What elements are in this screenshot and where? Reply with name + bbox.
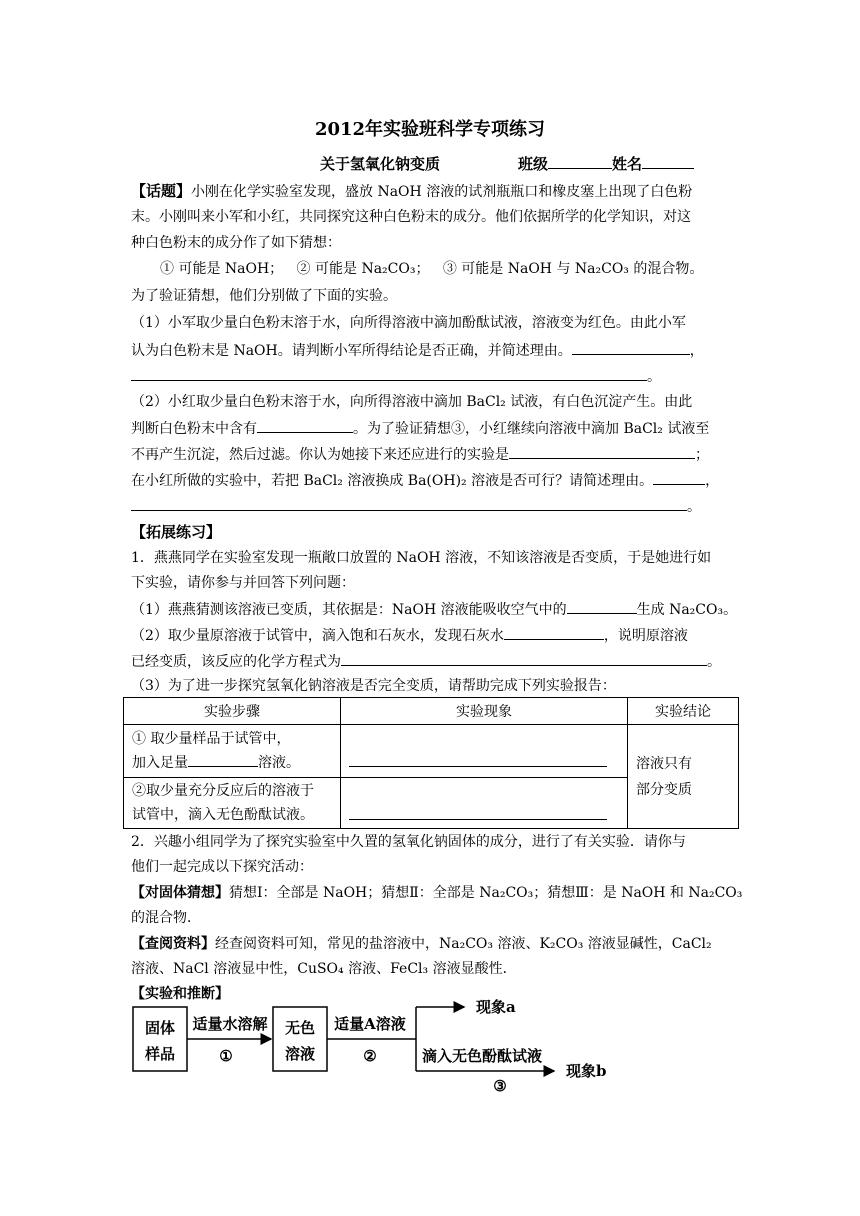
answer-blank[interactable] bbox=[131, 366, 647, 381]
question-2-line: 判断白色粉末中含有 。为了验证猜想③，小红继续向溶液中滴加 BaCl₂ 试液至 bbox=[131, 418, 709, 439]
header-conclusion: 实验结论 bbox=[628, 698, 739, 725]
header-steps: 实验步骤 bbox=[124, 698, 341, 725]
guess-line: 【对固体猜想】猜想Ⅰ：全部是 NaOH；猜想Ⅱ：全部是 Na₂CO₃；猜想Ⅲ：是 NaOH 和 Na₂CO₃ bbox=[131, 885, 743, 901]
step-1-cell: ① 取少量样品于试管中， 加入足量 溶液。 bbox=[124, 725, 341, 778]
box-2-text-bottom: 溶液 bbox=[284, 1045, 316, 1063]
answer-blank[interactable] bbox=[349, 752, 607, 767]
step-2-cell: ②取少量充分反应后的溶液于 试管中，滴入无色酚酞试液。 bbox=[124, 778, 341, 829]
extension-line: 1．燕燕同学在实验室发现一瓶敞口放置的 NaOH 溶液，不知该溶液是否变质，于是她进行如 bbox=[131, 550, 712, 566]
step-1-label: ① bbox=[219, 1047, 233, 1065]
problem-2-line: 他们一起完成以下探究活动： bbox=[131, 859, 313, 875]
extension-q3-line: （3）为了进一步探究氢氧化钠溶液是否完全变质，请帮助完成下列实验报告： bbox=[131, 678, 616, 694]
result-b: 现象b bbox=[566, 1062, 607, 1080]
answer-blank[interactable] bbox=[341, 651, 707, 666]
observation-1-cell bbox=[341, 725, 628, 778]
step-3-label: ③ bbox=[493, 1077, 507, 1095]
answer-blank[interactable] bbox=[567, 599, 637, 614]
question-2-line: 在小红所做的实验中，若把 BaCl₂ 溶液换成 Ba(OH)₂ 溶液是否可行？请简述理由。 ， bbox=[131, 470, 719, 491]
page-title: 2012年实验班科学专项练习 bbox=[314, 119, 546, 140]
answer-blank[interactable] bbox=[349, 805, 607, 820]
class-label: 班级 bbox=[518, 155, 549, 173]
question-2-line: （2）小红取少量白色粉末溶于水，向所得溶液中滴加 BaCl₂ 试液，有白色沉淀产生。由此 bbox=[131, 394, 693, 410]
answer-blank[interactable] bbox=[509, 444, 695, 459]
extension-q2-line: 已经变质，该反应的化学方程式为 。 bbox=[131, 651, 721, 672]
topic-tag: 【话题】 bbox=[131, 182, 192, 200]
table-header-row bbox=[124, 698, 739, 725]
subtitle bbox=[320, 153, 694, 174]
class-blank[interactable] bbox=[548, 154, 612, 169]
box-1-text-bottom: 样品 bbox=[144, 1045, 176, 1063]
guess-line: 的混合物． bbox=[131, 910, 201, 926]
experiment-flow-diagram bbox=[130, 993, 630, 1103]
arrow-1-label: 适量水溶解 bbox=[192, 1015, 268, 1033]
name-label: 姓名 bbox=[612, 155, 643, 173]
extension-q1-line: （1）燕燕猜测该溶液已变质，其依据是：NaOH 溶液能吸收空气中的 生成 Na₂CO₃。 bbox=[131, 599, 737, 620]
reference-line: 溶液、NaCl 溶液显中性，CuSO₄ 溶液、FeCl₃ 溶液显酸性． bbox=[131, 961, 517, 977]
guesses-line bbox=[160, 259, 703, 279]
topic-paragraph-line: 种白色粉末的成分作了如下猜想： bbox=[131, 235, 341, 251]
report-table bbox=[123, 697, 739, 829]
answer-blank[interactable] bbox=[504, 625, 604, 640]
answer-line: 。 bbox=[131, 366, 661, 387]
answer-blank[interactable] bbox=[257, 418, 353, 433]
question-2-line: 不再产生沉淀，然后过滤。你认为她接下来还应进行的实验是 ； bbox=[131, 444, 709, 465]
answer-blank[interactable] bbox=[131, 496, 687, 511]
experiment-heading: 【实验和推断】 bbox=[131, 986, 229, 1002]
arrow-3-label: 滴入无色酚酞试液 bbox=[421, 1047, 543, 1065]
result-a: 现象a bbox=[476, 998, 516, 1016]
question-1-line: 认为白色粉末是 NaOH。请判断小军所得结论是否正确，并简述理由。 ， bbox=[131, 340, 704, 361]
topic-paragraph-line: 末。小刚叫来小军和小红，共同探究这种白色粉末的成分。他们依据所学的化学知识，对这 bbox=[131, 209, 691, 225]
extension-line: 下实验，请你参与并回答下列问题： bbox=[131, 575, 355, 591]
box-1-text-top: 固体 bbox=[144, 1019, 176, 1037]
guess-1: ① 可能是 NaOH； bbox=[160, 261, 284, 277]
step-2-label: ② bbox=[363, 1047, 377, 1065]
extension-q2-line: （2）取少量原溶液于试管中，滴入饱和石灰水，发现石灰水 ，说明原溶液 bbox=[131, 625, 688, 646]
guess-2: ② 可能是 Na₂CO₃； bbox=[296, 261, 430, 277]
conclusion-cell: 溶液只有 部分变质 bbox=[628, 725, 739, 829]
answer-blank[interactable] bbox=[653, 470, 705, 485]
intro-line: 为了验证猜想，他们分别做了下面的实验。 bbox=[131, 288, 397, 304]
guess-3: ③ 可能是 NaOH 与 Na₂CO₃ 的混合物。 bbox=[442, 261, 704, 277]
topic-label: 关于氢氧化钠变质 bbox=[320, 155, 441, 173]
topic-paragraph-line: 【话题】小刚在化学实验室发现，盛放 NaOH 溶液的试剂瓶瓶口和橡皮塞上出现了白色粉 bbox=[131, 182, 693, 200]
reference-line: 【查阅资料】经查阅资料可知，常见的盐溶液中，Na₂CO₃ 溶液、K₂CO₃ 溶液显碱性，CaCl₂ bbox=[131, 936, 712, 952]
answer-blank[interactable] bbox=[188, 752, 258, 767]
name-blank[interactable] bbox=[642, 154, 694, 169]
box-2-text-top: 无色 bbox=[284, 1019, 316, 1037]
observation-2-cell bbox=[341, 778, 628, 829]
arrow-2-label: 适量A溶液 bbox=[334, 1015, 406, 1033]
answer-blank[interactable] bbox=[572, 340, 690, 355]
header-observation: 实验现象 bbox=[341, 698, 628, 725]
problem-2-line: 2．兴趣小组同学为了探究实验室中久置的氢氧化钠固体的成分，进行了有关实验．请你与 bbox=[131, 834, 686, 850]
answer-line: 。 bbox=[131, 496, 701, 517]
table-row bbox=[124, 725, 739, 778]
extension-heading: 【拓展练习】 bbox=[131, 523, 222, 541]
question-1-line: （1）小军取少量白色粉末溶于水，向所得溶液中滴加酚酞试液，溶液变为红色。由此小军 bbox=[131, 315, 686, 331]
